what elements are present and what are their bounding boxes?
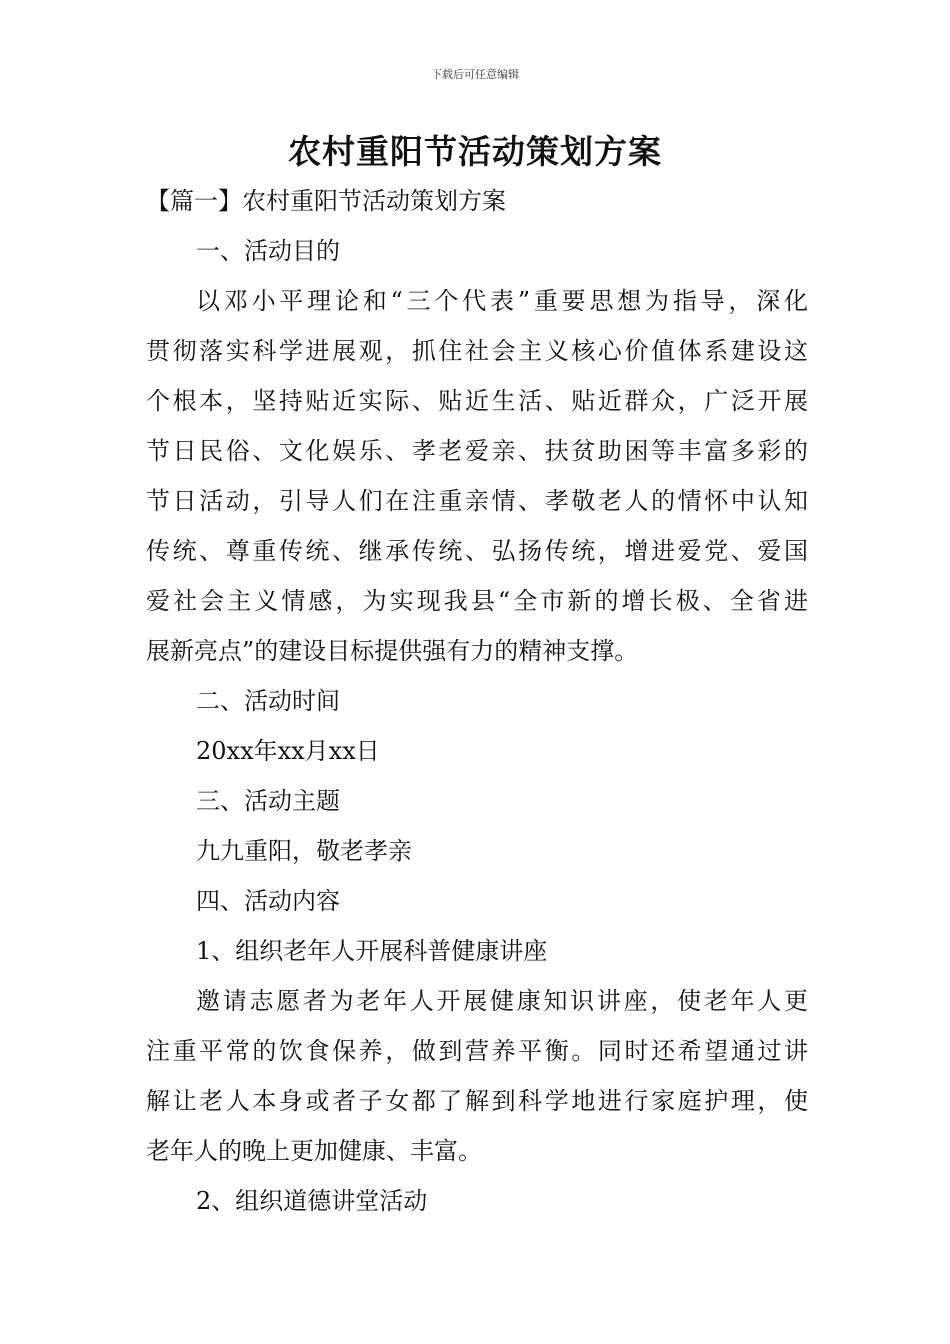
paragraph-line: 四、活动内容 xyxy=(196,887,340,915)
paragraph-line: 个根本，坚持贴近实际、贴近生活、贴近群众，广泛开展 xyxy=(146,387,808,415)
paragraph-line: 一、活动目的 xyxy=(196,237,340,265)
paragraph-line: 解让老人本身或者子女都了解到科学地进行家庭护理，使 xyxy=(146,1087,808,1115)
paragraph-line: 注重平常的饮食保养，做到营养平衡。同时还希望通过讲 xyxy=(146,1037,808,1065)
document-title: 农村重阳节活动策划方案 xyxy=(288,132,662,171)
paragraph-line: 2、组织道德讲堂活动 xyxy=(196,1187,428,1215)
paragraph-line: 20xx年xx月xx日 xyxy=(196,737,380,765)
paragraph-line: 老年人的晚上更加健康、丰富。 xyxy=(146,1137,482,1165)
paragraph-line: 爱社会主义情感，为实现我县“全市新的增长极、全省进 xyxy=(146,587,808,615)
paragraph-line: 【篇一】农村重阳节活动策划方案 xyxy=(146,187,506,215)
paragraph-line: 传统、尊重传统、继承传统、弘扬传统，增进爱党、爱国 xyxy=(146,537,808,565)
paragraph-line: 贯彻落实科学进展观，抓住社会主义核心价值体系建设这 xyxy=(146,337,808,365)
paragraph-line: 节日活动，引导人们在注重亲情、孝敬老人的情怀中认知 xyxy=(146,487,808,515)
paragraph-line: 二、活动时间 xyxy=(196,687,340,715)
paragraph-line: 1、组织老年人开展科普健康讲座 xyxy=(196,937,548,965)
paragraph-line: 展新亮点”的建设目标提供强有力的精神支撑。 xyxy=(146,637,639,665)
paragraph-line: 九九重阳，敬老孝亲 xyxy=(196,837,412,865)
paragraph-line: 邀请志愿者为老年人开展健康知识讲座，使老年人更 xyxy=(196,987,808,1015)
paragraph-line: 节日民俗、文化娱乐、孝老爱亲、扶贫助困等丰富多彩的 xyxy=(146,437,808,465)
paragraph-line: 以邓小平理论和“三个代表”重要思想为指导，深化 xyxy=(196,287,808,315)
document-body xyxy=(146,176,808,1226)
page-header-note: 下载后可任意编辑 xyxy=(431,68,519,81)
paragraph-line: 三、活动主题 xyxy=(196,787,340,815)
